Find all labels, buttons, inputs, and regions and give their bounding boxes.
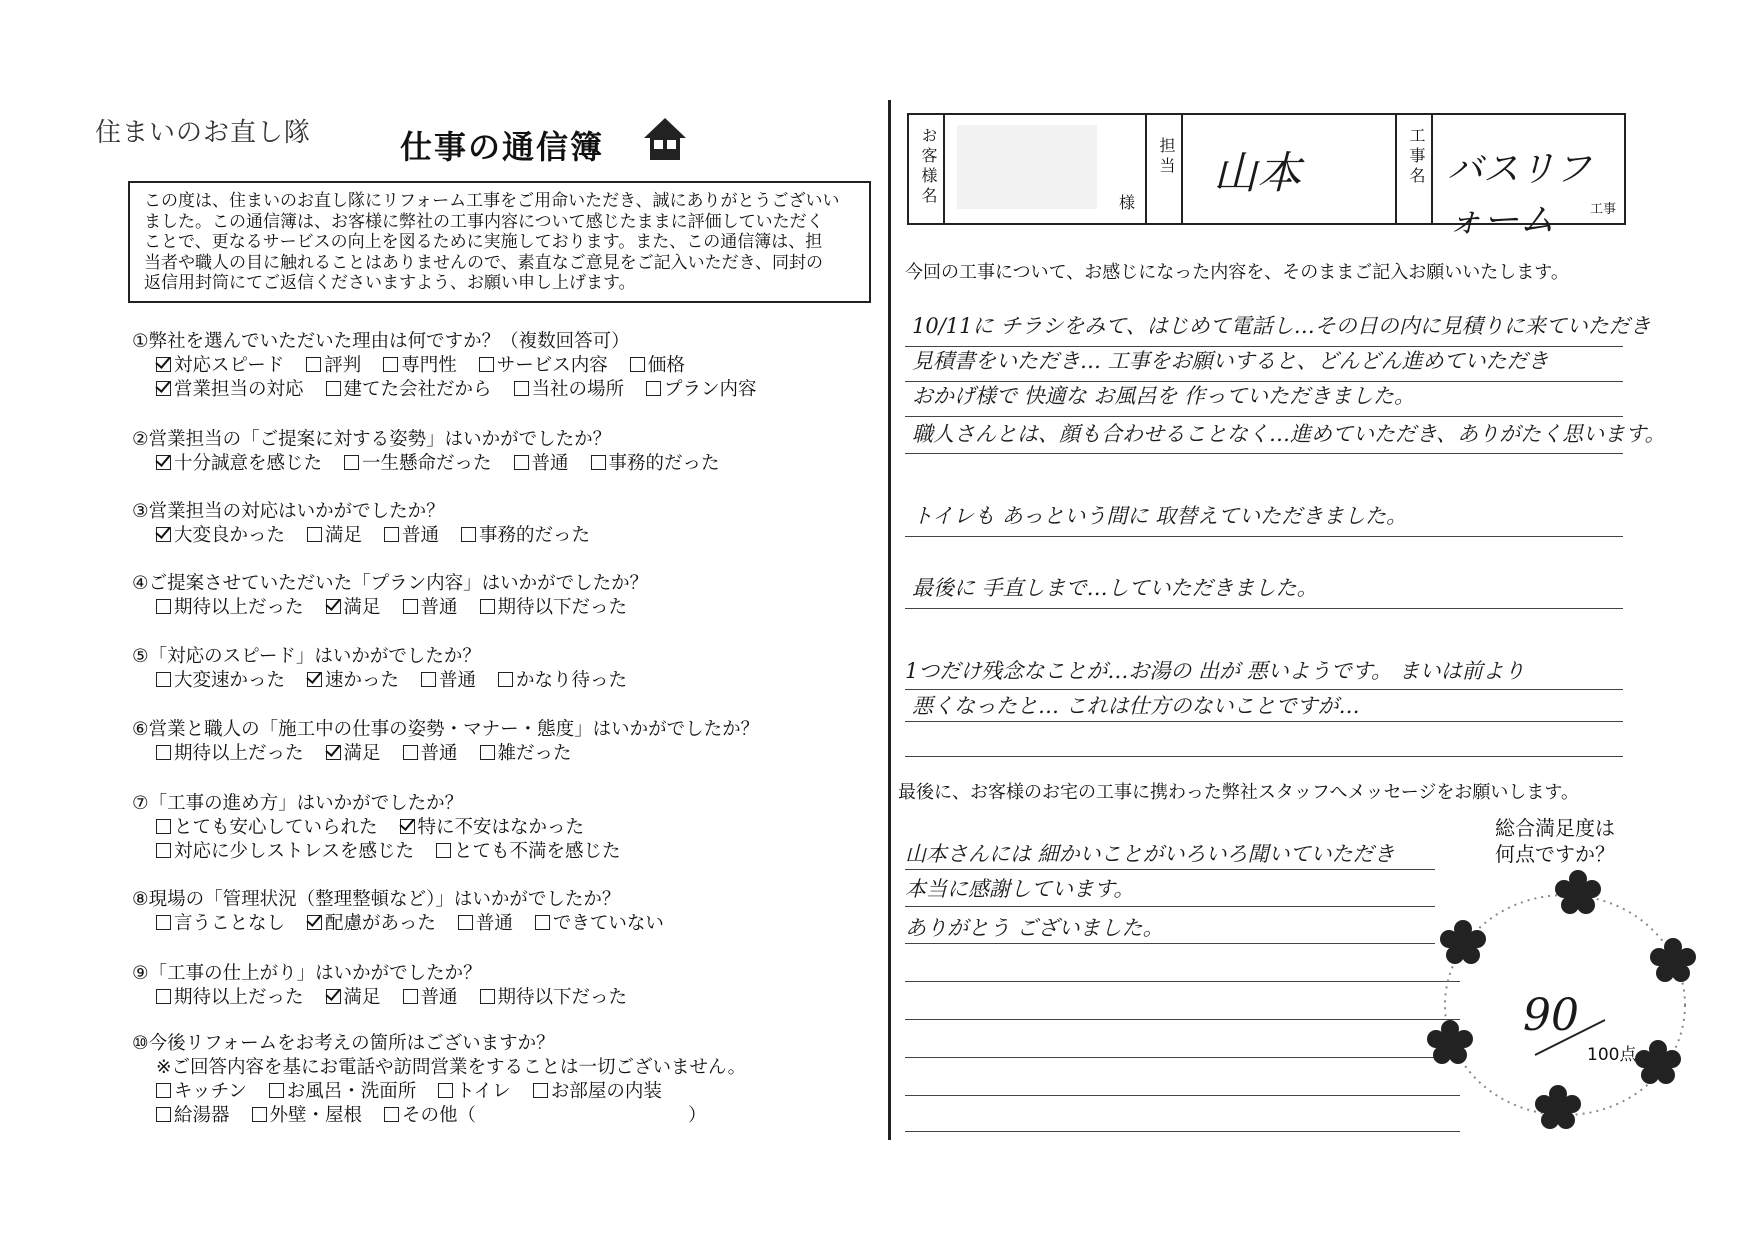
option-label: 期待以上だった bbox=[174, 743, 304, 764]
message-prompt: 最後に、お客様のお宅の工事に携わった弊社スタッフへメッセージをお願いします。 bbox=[898, 782, 1579, 803]
flower-icon bbox=[1650, 938, 1696, 984]
unchecked-box-icon[interactable] bbox=[156, 915, 171, 930]
option-label: 配慮があった bbox=[325, 913, 436, 934]
question-title: ⑤「対応のスピード」はいかがでしたか？ bbox=[132, 646, 481, 667]
unchecked-box-icon[interactable] bbox=[535, 915, 550, 930]
checkbox-option[interactable] bbox=[306, 355, 361, 376]
question-title: ⑨「工事の仕上がり」はいかがでしたか？ bbox=[132, 963, 482, 984]
unchecked-box-icon[interactable] bbox=[156, 672, 171, 687]
option-row bbox=[132, 742, 759, 766]
work-value-cell bbox=[1433, 115, 1624, 241]
impressions-handwritten-line: 1つだけ残念なことが…お湯の 出が 悪いようです。 まいは前より bbox=[905, 659, 1525, 683]
checkbox-option[interactable] bbox=[156, 743, 304, 764]
center-divider bbox=[888, 100, 891, 1140]
checkbox-option[interactable] bbox=[480, 987, 628, 1008]
option-label: 評判 bbox=[324, 355, 362, 376]
option-label: 普通 bbox=[420, 597, 458, 618]
option-label: トイレ bbox=[456, 1081, 511, 1102]
unchecked-box-icon[interactable] bbox=[383, 357, 398, 372]
option-label: 満足 bbox=[343, 987, 381, 1008]
checkbox-option[interactable] bbox=[326, 597, 381, 618]
intro-line: 当者や職人の目に触れることはありませんので、素直なご意見をご記入いただき、同封の bbox=[144, 252, 823, 273]
unchecked-box-icon[interactable] bbox=[269, 1083, 284, 1098]
unchecked-box-icon[interactable] bbox=[514, 455, 529, 470]
checked-box-icon[interactable] bbox=[156, 357, 171, 372]
option-label: 十分誠意を感じた bbox=[174, 453, 323, 474]
score-max: 100点 bbox=[1587, 1045, 1637, 1065]
unchecked-box-icon[interactable] bbox=[514, 381, 529, 396]
unchecked-box-icon[interactable] bbox=[252, 1107, 267, 1122]
option-row bbox=[132, 524, 612, 548]
unchecked-box-icon[interactable] bbox=[156, 1107, 171, 1122]
checkbox-option[interactable] bbox=[630, 355, 685, 376]
customer-label: お客様名 bbox=[919, 127, 938, 207]
ruled-line bbox=[905, 1056, 1460, 1058]
checkbox-option[interactable] bbox=[403, 987, 458, 1008]
checkbox-option[interactable] bbox=[480, 597, 628, 618]
checkbox-option[interactable] bbox=[326, 743, 381, 764]
question-9 bbox=[132, 962, 649, 1010]
option-label: とても安心していられた bbox=[174, 817, 378, 838]
question-title: ①弊社を選んでいただいた理由は何ですか？（複数回答可） bbox=[132, 331, 630, 352]
unchecked-box-icon[interactable] bbox=[344, 455, 359, 470]
work-label-cell bbox=[1397, 115, 1433, 223]
checkbox-option[interactable] bbox=[156, 817, 378, 838]
checkbox-option[interactable] bbox=[383, 355, 457, 376]
score-question: 総合満足度は 何点ですか？ bbox=[1495, 816, 1615, 866]
option-label: 営業担当の対応 bbox=[174, 379, 304, 400]
flower-petal bbox=[1549, 1099, 1567, 1117]
checkbox-option[interactable] bbox=[326, 987, 381, 1008]
unchecked-box-icon[interactable] bbox=[384, 1107, 399, 1122]
question-5 bbox=[132, 645, 649, 693]
option-label: 大変良かった bbox=[174, 525, 286, 546]
intro-text-box bbox=[128, 181, 871, 303]
checkbox-option[interactable] bbox=[384, 525, 439, 546]
impressions-handwritten-line: 最後に 手直しまで…していただきました。 bbox=[912, 576, 1318, 600]
option-row bbox=[132, 1104, 746, 1128]
flower-petal bbox=[1454, 934, 1472, 952]
ruled-line bbox=[905, 1130, 1460, 1132]
checkbox-option[interactable] bbox=[514, 453, 569, 474]
question-title: ④ご提案させていただいた「プラン内容」はいかがでしたか？ bbox=[132, 573, 649, 594]
question-title: ⑩今後リフォームをお考えの箇所はございますか？ bbox=[132, 1033, 555, 1054]
document-title: 仕事の通信簿 bbox=[400, 128, 605, 166]
option-label: お部屋の内装 bbox=[550, 1081, 662, 1102]
work-suffix: 工事 bbox=[1589, 202, 1616, 217]
unchecked-box-icon[interactable] bbox=[461, 527, 476, 542]
question-note: ※ご回答内容を基にお電話や訪問営業をすることは一切ございません。 bbox=[156, 1057, 747, 1078]
unchecked-box-icon[interactable] bbox=[421, 672, 436, 687]
option-row bbox=[132, 354, 779, 378]
checkbox-option[interactable] bbox=[156, 1105, 230, 1126]
ruled-line bbox=[905, 607, 1623, 609]
checkbox-option[interactable] bbox=[403, 743, 458, 764]
checkbox-option[interactable] bbox=[156, 670, 285, 691]
checkbox-option[interactable] bbox=[498, 670, 627, 691]
checkbox-option[interactable] bbox=[458, 913, 513, 934]
checkbox-option[interactable] bbox=[307, 913, 436, 934]
checkbox-option[interactable] bbox=[480, 743, 572, 764]
option-label: 言うことなし bbox=[174, 913, 286, 934]
checkbox-option[interactable] bbox=[436, 841, 621, 862]
checkbox-option[interactable] bbox=[156, 355, 284, 376]
option-label: 満足 bbox=[343, 743, 381, 764]
score-value: 90 bbox=[1523, 990, 1579, 1041]
unchecked-box-icon[interactable] bbox=[436, 843, 451, 858]
checkbox-option[interactable] bbox=[156, 525, 285, 546]
checkbox-option[interactable] bbox=[156, 841, 414, 862]
question-title: ⑧現場の「管理状況（整理整頓など）」はいかがでしたか？ bbox=[132, 889, 621, 910]
checkbox-option[interactable] bbox=[400, 817, 585, 838]
unchecked-box-icon[interactable] bbox=[533, 1083, 548, 1098]
option-label: 事務的だった bbox=[479, 525, 591, 546]
flower-icon bbox=[1555, 870, 1601, 916]
ruled-line bbox=[905, 905, 1435, 907]
ruled-line bbox=[905, 980, 1460, 982]
unchecked-box-icon[interactable] bbox=[591, 455, 606, 470]
other-close-paren: ） bbox=[688, 1105, 707, 1126]
question-1 bbox=[132, 330, 779, 402]
checkbox-option[interactable] bbox=[156, 597, 304, 618]
ruled-line bbox=[905, 415, 1623, 417]
option-label: 当社の場所 bbox=[531, 379, 625, 400]
checked-box-icon[interactable] bbox=[326, 599, 341, 614]
unchecked-box-icon[interactable] bbox=[403, 599, 418, 614]
checked-box-icon[interactable] bbox=[156, 381, 171, 396]
option-label: 普通 bbox=[439, 670, 477, 691]
question-title: ⑦「工事の進め方」はいかがでしたか？ bbox=[132, 793, 464, 814]
ruled-line bbox=[905, 1094, 1460, 1096]
option-label: 建てた会社だから bbox=[343, 379, 492, 400]
option-label: かなり待った bbox=[516, 670, 628, 691]
checked-box-icon[interactable] bbox=[307, 672, 322, 687]
unchecked-box-icon[interactable] bbox=[384, 527, 399, 542]
question-2 bbox=[132, 428, 742, 476]
customer-info-box bbox=[907, 113, 1626, 241]
flower-petal bbox=[1649, 1054, 1667, 1072]
option-label: サービス内容 bbox=[496, 355, 608, 376]
option-label: 特に不安はなかった bbox=[417, 817, 585, 838]
option-label: 普通 bbox=[402, 525, 440, 546]
option-label: 普通 bbox=[531, 453, 569, 474]
message-handwritten-line: ありがとう ございました。 bbox=[905, 916, 1164, 940]
option-label: 外壁・屋根 bbox=[269, 1105, 363, 1126]
flower-petal bbox=[1569, 884, 1587, 902]
option-label: 満足 bbox=[343, 597, 381, 618]
option-label: できていない bbox=[552, 913, 664, 934]
checkbox-option[interactable] bbox=[479, 355, 608, 376]
option-label: その他（ bbox=[402, 1105, 477, 1126]
question-6 bbox=[132, 718, 759, 766]
unchecked-box-icon[interactable] bbox=[156, 843, 171, 858]
option-label: お風呂・洗面所 bbox=[286, 1081, 417, 1102]
option-label: 大変速かった bbox=[174, 670, 286, 691]
checkbox-option[interactable] bbox=[438, 1081, 511, 1102]
checkbox-option[interactable] bbox=[326, 379, 492, 400]
ruled-line bbox=[905, 868, 1435, 870]
flower-icon bbox=[1535, 1085, 1581, 1131]
unchecked-box-icon[interactable] bbox=[307, 527, 322, 542]
option-row bbox=[132, 1080, 746, 1104]
staff-name: 山本 bbox=[1213, 148, 1301, 199]
ruled-line bbox=[905, 942, 1435, 944]
flower-petal bbox=[1441, 1034, 1459, 1052]
option-label: 価格 bbox=[647, 355, 685, 376]
impressions-handwritten-line: 悪くなったと… これは仕方のないことですが… bbox=[912, 694, 1360, 718]
option-label: 期待以下だった bbox=[497, 987, 628, 1008]
unchecked-box-icon[interactable] bbox=[630, 357, 645, 372]
question-title: ③営業担当の対応はいかがでしたか？ bbox=[132, 501, 445, 522]
checked-box-icon[interactable] bbox=[307, 915, 322, 930]
intro-line: ました。この通信簿は、お客様に弊社の工事内容について感じたままに評価していただく bbox=[144, 211, 824, 232]
unchecked-box-icon[interactable] bbox=[438, 1083, 453, 1098]
staff-value-cell bbox=[1183, 115, 1397, 223]
work-name: バスリフォーム bbox=[1447, 149, 1592, 241]
option-label: 事務的だった bbox=[608, 453, 720, 474]
option-label: 期待以上だった bbox=[174, 597, 304, 618]
customer-name-cell bbox=[945, 115, 1147, 223]
option-label: キッチン bbox=[174, 1081, 247, 1102]
option-row bbox=[132, 596, 649, 620]
option-label: 期待以上だった bbox=[174, 987, 304, 1008]
option-row bbox=[132, 452, 742, 476]
option-label: 対応に少しストレスを感じた bbox=[174, 841, 414, 862]
checkbox-option[interactable] bbox=[535, 913, 664, 934]
option-label: 期待以下だった bbox=[497, 597, 628, 618]
intro-line: 返信用封筒にてご返信くださいますよう、お願い申し上げます。 bbox=[144, 273, 636, 293]
unchecked-box-icon[interactable] bbox=[480, 599, 495, 614]
question-3 bbox=[132, 500, 612, 548]
ruled-line bbox=[905, 452, 1623, 454]
checkbox-option[interactable] bbox=[533, 1081, 662, 1102]
option-label: 専門性 bbox=[401, 355, 457, 376]
checkbox-option[interactable] bbox=[461, 525, 590, 546]
checkbox-option[interactable] bbox=[421, 670, 476, 691]
checkbox-option[interactable] bbox=[156, 379, 304, 400]
option-row bbox=[132, 912, 686, 936]
unchecked-box-icon[interactable] bbox=[498, 672, 513, 687]
question-4 bbox=[132, 572, 649, 620]
option-label: 速かった bbox=[325, 670, 400, 691]
option-row bbox=[132, 986, 649, 1010]
option-label: 普通 bbox=[420, 987, 458, 1008]
checkbox-option[interactable] bbox=[156, 987, 304, 1008]
option-label: とても不満を感じた bbox=[453, 841, 621, 862]
redacted-name bbox=[957, 125, 1097, 209]
option-row bbox=[132, 840, 642, 864]
option-label: 給湯器 bbox=[174, 1105, 230, 1126]
ruled-line bbox=[905, 720, 1623, 722]
staff-label: 担当 bbox=[1157, 137, 1176, 177]
checkbox-option[interactable] bbox=[307, 525, 362, 546]
flower-petal bbox=[1664, 952, 1682, 970]
option-row bbox=[132, 378, 779, 402]
question-7 bbox=[132, 792, 642, 864]
flower-icon bbox=[1427, 1020, 1473, 1066]
checkbox-option[interactable] bbox=[646, 379, 757, 400]
unchecked-box-icon[interactable] bbox=[458, 915, 473, 930]
checked-box-icon[interactable] bbox=[326, 989, 341, 1004]
customer-suffix: 様 bbox=[1118, 193, 1135, 212]
checkbox-option[interactable] bbox=[384, 1105, 476, 1126]
checked-box-icon[interactable] bbox=[400, 819, 415, 834]
checkbox-option[interactable] bbox=[591, 453, 720, 474]
intro-line: ことで、更なるサービスの向上を図るために実施しております。また、この通信簿は、担 bbox=[144, 232, 823, 252]
checkbox-option[interactable] bbox=[344, 453, 492, 474]
checkbox-option[interactable] bbox=[156, 913, 285, 934]
unchecked-box-icon[interactable] bbox=[403, 989, 418, 1004]
ruled-line bbox=[905, 535, 1623, 537]
unchecked-box-icon[interactable] bbox=[156, 745, 171, 760]
customer-label-cell bbox=[909, 115, 945, 223]
impressions-handwritten-line: 10/11に チラシをみて、はじめて電話し…その日の内に見積りに来ていただき bbox=[912, 314, 1651, 338]
option-label: 対応スピード bbox=[174, 355, 285, 376]
unchecked-box-icon[interactable] bbox=[326, 381, 341, 396]
unchecked-box-icon[interactable] bbox=[306, 357, 321, 372]
option-label: プラン内容 bbox=[664, 379, 757, 400]
option-label: 普通 bbox=[475, 913, 513, 934]
flower-icon bbox=[1635, 1040, 1681, 1086]
checkbox-option[interactable] bbox=[269, 1081, 417, 1102]
impressions-handwritten-line: おかげ様で 快適な お風呂を 作っていただきました。 bbox=[912, 384, 1416, 408]
question-8 bbox=[132, 888, 686, 936]
unchecked-box-icon[interactable] bbox=[156, 1083, 171, 1098]
message-handwritten-line: 山本さんには 細かいことがいろいろ聞いていただき bbox=[905, 842, 1395, 866]
ruled-line bbox=[905, 1018, 1460, 1020]
work-label: 工事名 bbox=[1407, 127, 1426, 187]
option-label: 満足 bbox=[325, 525, 363, 546]
unchecked-box-icon[interactable] bbox=[479, 357, 494, 372]
checkbox-option[interactable] bbox=[156, 453, 322, 474]
staff-label-cell bbox=[1147, 115, 1183, 223]
unchecked-box-icon[interactable] bbox=[403, 745, 418, 760]
question-title: ②営業担当の「ご提案に対する姿勢」はいかがでしたか？ bbox=[132, 429, 612, 450]
option-row bbox=[132, 816, 642, 840]
impressions-handwritten-line: 職人さんとは、顔も合わせることなく…進めていただき、ありがたく思います。 bbox=[912, 422, 1666, 446]
option-row bbox=[132, 669, 649, 693]
impressions-handwritten-line: 見積書をいただき… 工事をお願いすると、どんどん進めていただき bbox=[912, 349, 1549, 373]
unchecked-box-icon[interactable] bbox=[156, 599, 171, 614]
checked-box-icon[interactable] bbox=[156, 455, 171, 470]
score-wreath bbox=[1425, 870, 1715, 1130]
unchecked-box-icon[interactable] bbox=[156, 989, 171, 1004]
unchecked-box-icon[interactable] bbox=[156, 819, 171, 834]
question-10 bbox=[132, 1032, 746, 1128]
intro-line: この度は、住まいのお直し隊にリフォーム工事をご用命いただき、誠にありがとうございい bbox=[144, 191, 840, 211]
checkbox-option[interactable] bbox=[156, 1081, 247, 1102]
question-title: ⑥営業と職人の「施工中の仕事の姿勢・マナー・態度」はいかがでしたか？ bbox=[132, 719, 760, 740]
house-icon bbox=[640, 114, 690, 164]
checkbox-option[interactable] bbox=[514, 379, 625, 400]
impressions-prompt: 今回の工事について、お感じになった内容を、そのままご記入お願いいたします。 bbox=[905, 262, 1569, 283]
flower-icon bbox=[1440, 920, 1486, 966]
option-label: 一生懸命だった bbox=[362, 453, 492, 474]
unchecked-box-icon[interactable] bbox=[646, 381, 661, 396]
brand-name: 住まいのお直し隊 bbox=[95, 118, 312, 148]
option-label: 普通 bbox=[420, 743, 458, 764]
checkbox-option[interactable] bbox=[252, 1105, 363, 1126]
unchecked-box-icon[interactable] bbox=[480, 745, 495, 760]
option-label: 雑だった bbox=[497, 743, 572, 764]
unchecked-box-icon[interactable] bbox=[480, 989, 495, 1004]
message-handwritten-line: 本当に感謝しています。 bbox=[905, 877, 1135, 901]
ruled-line bbox=[905, 755, 1623, 757]
checkbox-option[interactable] bbox=[307, 670, 399, 691]
checkbox-option[interactable] bbox=[403, 597, 458, 618]
checked-box-icon[interactable] bbox=[326, 745, 341, 760]
checked-box-icon[interactable] bbox=[156, 527, 171, 542]
impressions-handwritten-line: トイレも あっという間に 取替えていただきました。 bbox=[912, 504, 1408, 528]
